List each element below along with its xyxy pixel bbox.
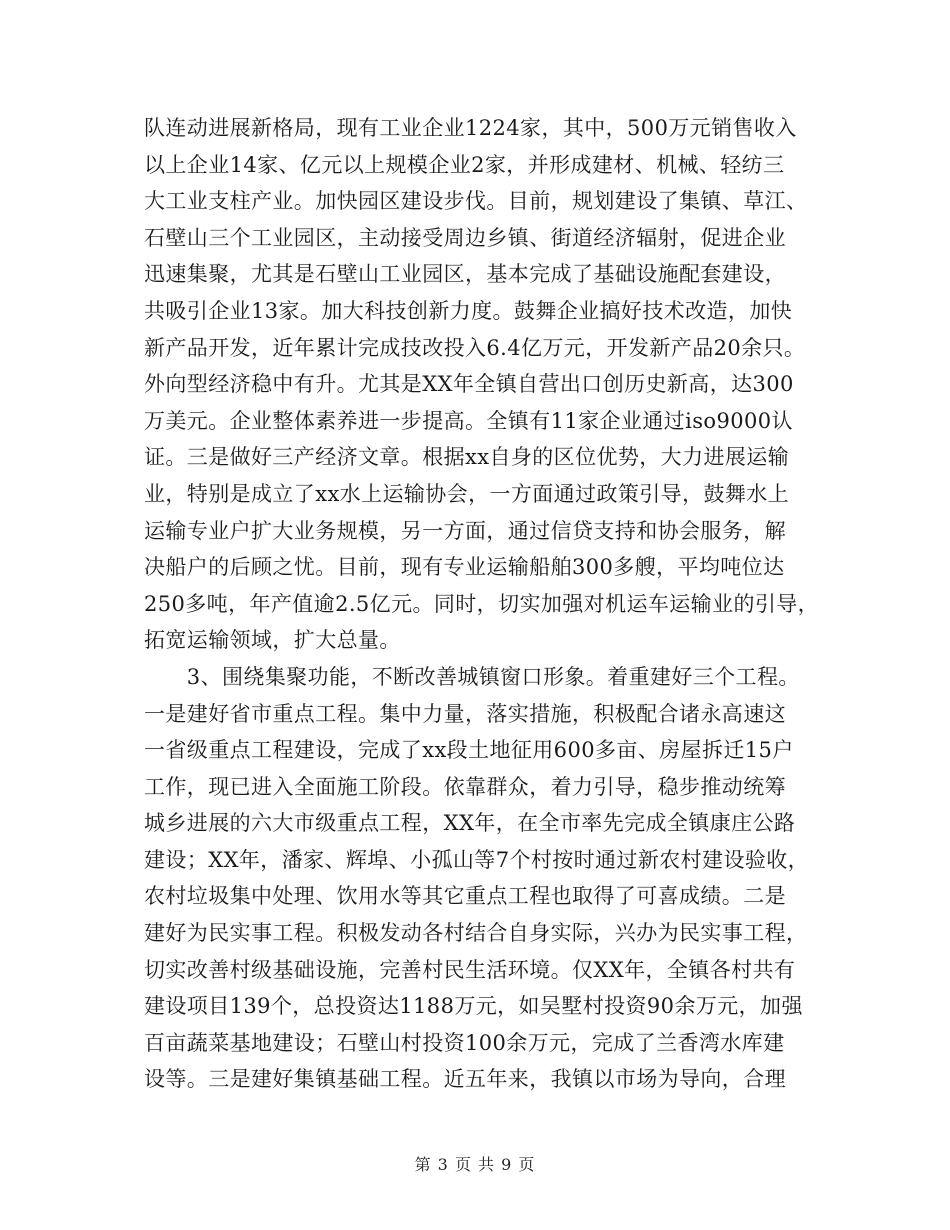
text-line: 拓宽运输领域，扩大总量。 bbox=[144, 628, 401, 653]
text-line: 百亩蔬菜基地建设；石壁山村投资100余万元，完成了兰香湾水库建 bbox=[144, 1030, 785, 1055]
text-line: 石壁山三个工业园区，主动接受周边乡镇、街道经济辐射，促进企业 bbox=[144, 225, 786, 250]
text-line: 业，特别是成立了xx水上运输协会，一方面通过政策引导，鼓舞水上 bbox=[144, 481, 790, 506]
text-line: 迅速集聚，尤其是石壁山工业园区，基本完成了基础设施配套建设， bbox=[144, 262, 786, 287]
text-line: 以上企业14家、亿元以上规模企业2家，并形成建材、机械、轻纺三 bbox=[144, 152, 785, 177]
text-line: 工作，现已进入全面施工阶段。依靠群众，着力引导，稳步推动统筹 bbox=[144, 774, 786, 799]
text-line: 证。三是做好三产经济文章。根据xx自身的区位优势，大力进展运输 bbox=[144, 445, 790, 470]
text-line: 决船户的后顾之忧。目前，现有专业运输船舶300多艘，平均吨位达 bbox=[144, 555, 785, 580]
text-line: 250多吨，年产值逾2.5亿元。同时，切实加强对机运车运输业的引导， bbox=[144, 591, 820, 616]
text-line: 运输专业户扩大业务规模，另一方面，通过信贷支持和协会服务，解 bbox=[144, 518, 786, 543]
text-line: 一省级重点工程建设，完成了xx段土地征用600多亩、房屋拆迁15户 bbox=[144, 738, 794, 763]
text-line: 设等。三是建好集镇基础工程。近五年来，我镇以市场为导向，合理 bbox=[144, 1067, 786, 1092]
text-line: 一是建好省市重点工程。集中力量，落实措施，积极配合诸永高速这 bbox=[144, 701, 786, 726]
text-line: 万美元。企业整体素养进一步提高。全镇有11家企业通过iso9000认 bbox=[144, 408, 793, 433]
text-line: 3、围绕集聚功能，不断改善城镇窗口形象。着重建好三个工程。 bbox=[144, 664, 800, 689]
text-line: 农村垃圾集中处理、饮用水等其它重点工程也取得了可喜成绩。二是 bbox=[144, 884, 786, 909]
text-line: 新产品开发，近年累计完成技改投入6.4亿万元，开发新产品20余只。 bbox=[144, 335, 806, 360]
text-line: 切实改善村级基础设施，完善村民生活环境。仅XX年，全镇各村共有 bbox=[144, 957, 796, 982]
text-line: 大工业支柱产业。加快园区建设步伐。目前，规划建设了集镇、草江、 bbox=[144, 189, 808, 214]
page-number-footer: 第 3 页 共 9 页 bbox=[414, 1155, 536, 1174]
body-text bbox=[144, 110, 824, 1098]
text-line: 建设项目139个，总投资达1188万元，如吴墅村投资90余万元，加强 bbox=[144, 994, 803, 1019]
text-line: 建好为民实事工程。积极发动各村结合自身实际，兴办为民实事工程， bbox=[144, 921, 808, 946]
text-line: 城乡进展的六大市级重点工程，XX年，在全市率先完成全镇康庄公路 bbox=[144, 811, 796, 836]
text-line: 建设；XX年，潘家、辉埠、小孤山等7个村按时通过新农村建设验收， bbox=[144, 847, 810, 872]
text-line: 队连动进展新格局，现有工业企业1224家，其中，500万元销售收入 bbox=[144, 116, 797, 140]
text-line: 外向型经济稳中有升。尤其是XX年全镇自营出口创历史新高，达300 bbox=[144, 372, 794, 397]
text-line: 共吸引企业13家。加大科技创新力度。鼓舞企业搞好技术改造，加快 bbox=[144, 298, 793, 323]
